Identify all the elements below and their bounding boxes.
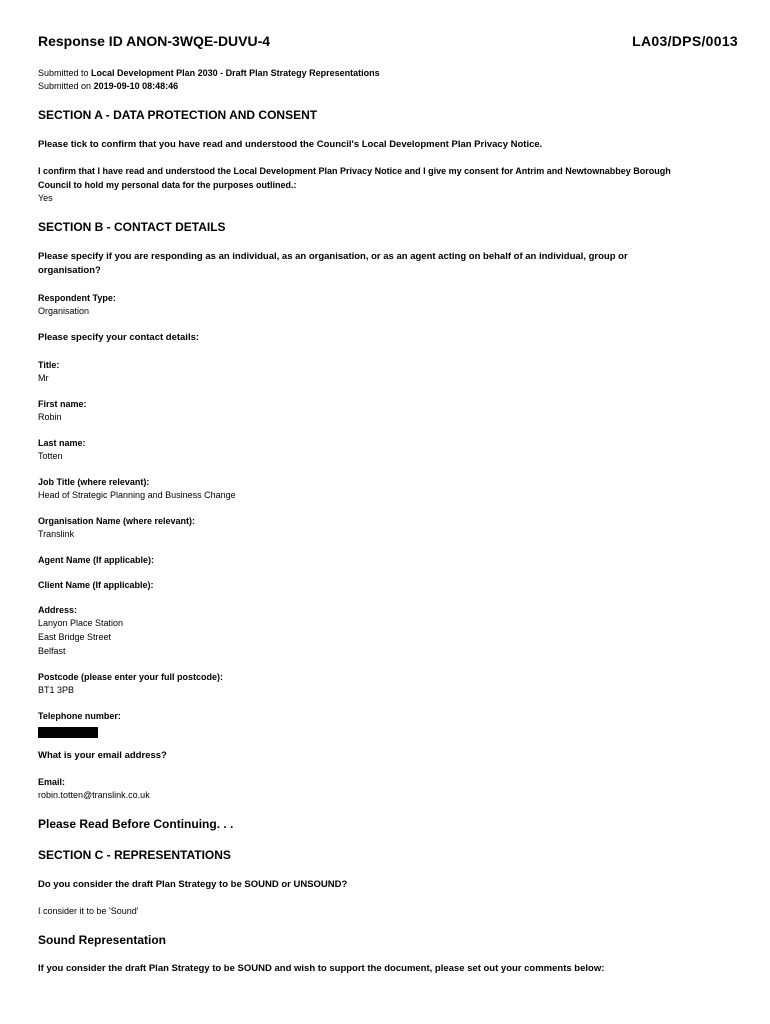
submitted-on-value: 2019-09-10 08:48:46: [93, 81, 179, 91]
submitted-to-label: Submitted to: [38, 68, 89, 78]
agent-name-label: Agent Name (If applicable):: [38, 555, 155, 565]
submitted-on-label: Submitted on: [38, 81, 92, 91]
section-b-title: SECTION B - CONTACT DETAILS: [38, 220, 226, 234]
respondent-question-line2: organisation?: [38, 265, 101, 276]
telephone-redaction: [38, 725, 98, 743]
submitted-to-value: Local Development Plan 2030 - Draft Plan Strategy Representations: [91, 68, 380, 78]
consent-question-line1: I confirm that I have read and understood the Local Development Plan Privacy Notice and I give my consent for Antrim and Newtownabbey Borough: [38, 166, 671, 176]
address-line: Lanyon Place Station: [38, 618, 124, 628]
consent-answer: Yes: [38, 193, 53, 203]
page-header: [38, 33, 738, 51]
sound-representation-prompt: If you consider the draft Plan Strategy to be SOUND and wish to support the document, please set out your comments below:: [38, 963, 605, 974]
respondent-type-label: Respondent Type:: [38, 293, 116, 303]
job-title-value: Head of Strategic Planning and Business Change: [38, 490, 236, 500]
section-c-title: SECTION C - REPRESENTATIONS: [38, 848, 231, 862]
last-name-value: Totten: [38, 451, 63, 461]
title-value: Mr: [38, 373, 49, 383]
address-line: Belfast: [38, 646, 66, 656]
postcode-label: Postcode (please enter your full postcode):: [38, 672, 224, 682]
respondent-type-value: Organisation: [38, 306, 90, 316]
contact-details-prompt: Please specify your contact details:: [38, 332, 200, 343]
section-a-instruction: Please tick to confirm that you have read and understood the Council's Local Development Plan Privacy Notice.: [38, 139, 543, 150]
email-value: robin.totten@translink.co.uk: [38, 790, 150, 800]
soundness-question: Do you consider the draft Plan Strategy to be SOUND or UNSOUND?: [38, 879, 348, 890]
job-title-label: Job Title (where relevant):: [38, 477, 150, 487]
title-label: Title:: [38, 360, 60, 370]
soundness-answer: I consider it to be 'Sound': [38, 906, 139, 916]
org-name-label: Organisation Name (where relevant):: [38, 516, 196, 526]
consent-question-line2: Council to hold my personal data for the purposes outlined.:: [38, 180, 297, 190]
address-line: East Bridge Street: [38, 632, 112, 642]
response-id: Response ID ANON-3WQE-DUVU-4: [38, 33, 271, 49]
postcode-value: BT1 3PB: [38, 685, 75, 695]
email-question: What is your email address?: [38, 750, 167, 761]
read-before-heading: Please Read Before Continuing. . .: [38, 817, 234, 831]
client-name-label: Client Name (If applicable):: [38, 580, 154, 590]
section-a-title: SECTION A - DATA PROTECTION AND CONSENT: [38, 108, 318, 122]
telephone-label: Telephone number:: [38, 711, 121, 721]
reference-number: LA03/DPS/0013: [632, 33, 738, 49]
submitted-to-line: [38, 67, 380, 80]
first-name-value: Robin: [38, 412, 62, 422]
sound-representation-heading: Sound Representation: [38, 933, 167, 947]
address-label: Address:: [38, 605, 78, 615]
respondent-question-line1: Please specify if you are responding as an individual, as an organisation, or as an agent acting on behalf of an individual, group or: [38, 251, 628, 262]
last-name-label: Last name:: [38, 438, 86, 448]
first-name-label: First name:: [38, 399, 87, 409]
submitted-on-line: [38, 80, 178, 93]
email-label: Email:: [38, 777, 66, 787]
org-name-value: Translink: [38, 529, 75, 539]
